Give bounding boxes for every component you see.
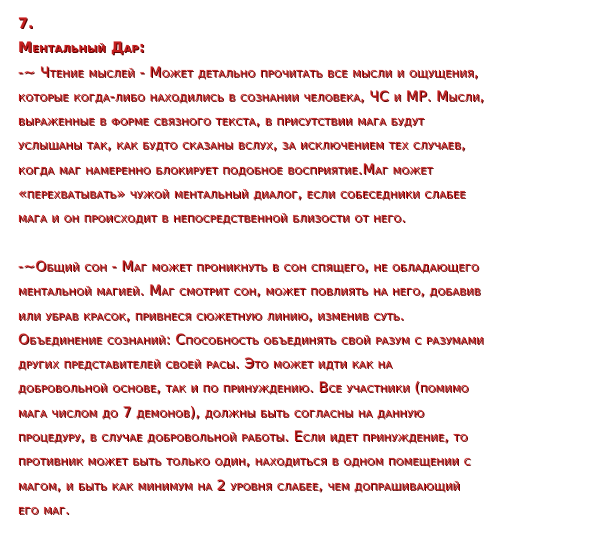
text-line: -~ Чтение мыслей - Может детально прочитать все мысли и ощущения, — [18, 64, 479, 81]
text-line: Объединение сознаний: Способность объединять свой разум с разумами — [18, 331, 484, 348]
text-line: «перехватывать» чужой ментальный диалог, если собеседники слабее — [18, 186, 466, 203]
text-line: ментальной магией. Маг смотрит сон, может повлиять на него, добавив — [18, 283, 481, 300]
text-line: мага числом до 7 демонов), должны быть согласны на данную — [18, 404, 425, 421]
text-line: его маг. — [18, 501, 70, 518]
text-line: мага и он происходит в непосредственной близости от него. — [18, 210, 406, 227]
text-line: которые когда-либо находились в сознании человека, ЧС и МР. Мысли, — [18, 88, 485, 105]
paragraph-mind-reading — [18, 61, 582, 231]
paragraph-shared-dream — [18, 255, 582, 522]
text-line: противник может быть только один, находиться в одном помещении с — [18, 453, 471, 470]
section-number: 7. — [18, 16, 34, 32]
section-title: Ментальный Дар: — [18, 40, 145, 57]
text-line: -~Общий сон - Маг может проникнуть в сон спящего, не обладающего — [18, 258, 479, 275]
paragraph-gap — [18, 231, 582, 255]
text-line: добровольной основе, так и по принуждению. Все участники (помимо — [18, 380, 469, 397]
text-line: магом, и быть как минимум на 2 уровня слабее, чем допрашивающий — [18, 477, 461, 494]
text-line: или убрав красок, привнеся сюжетную линию, изменив суть. — [18, 307, 405, 324]
text-line: выраженные в форме связного текста, в присутствии мага будут — [18, 113, 425, 130]
text-line: когда маг намеренно блокирует подобное восприятие.Маг может — [18, 161, 433, 178]
text-line: процедуру, в случае добровольной работы. Если идет принуждение, то — [18, 429, 468, 446]
text-line: услышаны так, как будто сказаны вслух, за исключением тех случаев, — [18, 137, 466, 154]
text-line: других представителей своей расы. Это может идти как на — [18, 356, 393, 373]
